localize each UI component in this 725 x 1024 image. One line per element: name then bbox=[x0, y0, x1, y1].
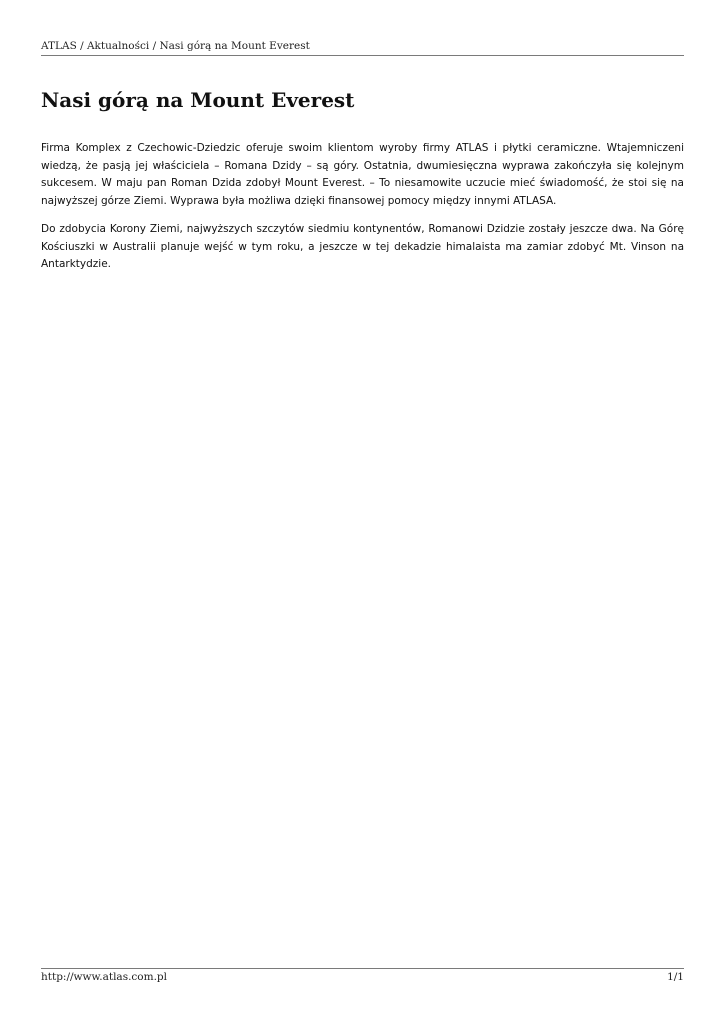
article-paragraph: Do zdobycia Korony Ziemi, najwyższych szczytów siedmiu kontynentów, Romanowi Dzidzie zostały jeszcze dwa. Na Górę Kościuszki w Australii planuje wejść w tym roku, a jeszcze w tej dekadzie himalaista ma zamiar zdobyć Mt. Vinson na Antarktydzie. bbox=[41, 223, 684, 270]
page-header bbox=[41, 39, 684, 56]
article-paragraph: Firma Komplex z Czechowic-Dziedzic oferuje swoim klientom wyroby firmy ATLAS i płytki ceramiczne. Wtajemniczeni wiedzą, że pasją jej właściciela – Romana Dzidy – są góry. Ostatnia, dwumiesięczna wyprawa zakończyła się kolejnym sukcesem. W maju pan Roman Dzida zdobył Mount Everest. – To niesamowite uczucie mieć świadomość, że stoi się na najwyższej górze Ziemi. Wyprawa była możliwa dzięki finansowej pomocy między innymi ATLASA. bbox=[41, 142, 684, 207]
article-title: Nasi górą na Mount Everest bbox=[41, 88, 355, 112]
breadcrumb: ATLAS / Aktualności / Nasi górą na Mount Everest bbox=[41, 40, 310, 52]
page-number: 1/1 bbox=[667, 971, 684, 983]
footer-url: http://www.atlas.com.pl bbox=[41, 971, 167, 983]
page-footer bbox=[41, 968, 684, 985]
article-body bbox=[41, 140, 684, 285]
